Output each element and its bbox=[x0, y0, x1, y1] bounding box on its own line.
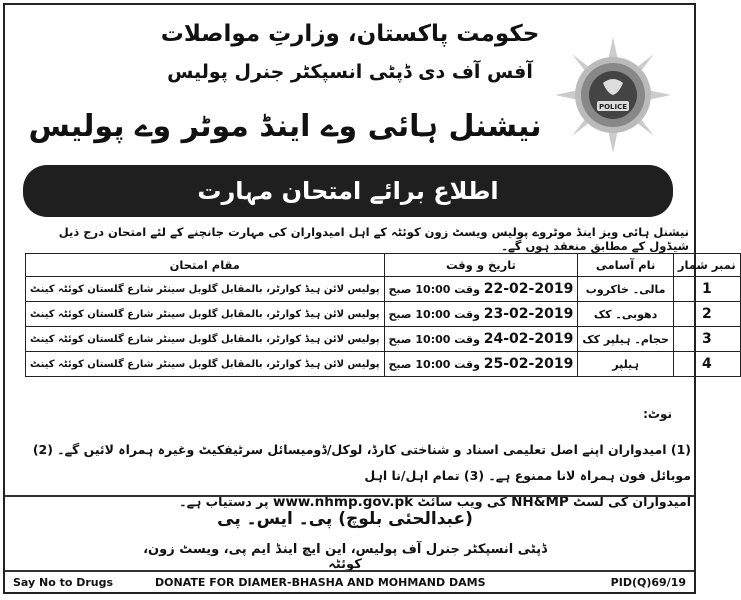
table-row bbox=[26, 277, 741, 302]
signatory-title: ڈپٹی انسپکٹر جنرل آف پولیس، این ایچ اینڈ ایم پی، ویسٹ زون، کوئٹہ bbox=[143, 542, 547, 572]
police-badge-logo bbox=[553, 35, 673, 155]
date-value: 22-02-2019 bbox=[483, 281, 574, 297]
organization-title: نیشنل ہائی وے اینڈ موٹر وے پولیس bbox=[28, 109, 542, 144]
datetime-cell bbox=[384, 352, 578, 377]
venue-cell: پولیس لائن ہیڈ کوارٹر، بالمقابل گلوبل سینٹر شارع گلستان کوئٹہ کینٹ bbox=[26, 327, 385, 352]
post-cell: ہیلپر bbox=[578, 352, 674, 377]
signatory-name: (عبدالحئی بلوچ) پی۔ ایس۔ پی bbox=[217, 509, 473, 529]
footer-bar bbox=[5, 570, 694, 592]
date-value: 23-02-2019 bbox=[483, 306, 574, 322]
website-link[interactable]: www.nhmp.gov.pk bbox=[272, 494, 414, 510]
post-cell: مالی۔ خاکروب bbox=[578, 277, 674, 302]
notes-line-2-pre: امیدواران کی لسٹ bbox=[573, 494, 691, 509]
venue-cell: پولیس لائن ہیڈ کوارٹر، بالمقابل گلوبل سینٹر شارع گلستان کوئٹہ کینٹ bbox=[26, 277, 385, 302]
serial-cell: 4 bbox=[673, 352, 740, 377]
table-header-row bbox=[26, 254, 741, 277]
col-datetime-header: تاریخ و وقت bbox=[384, 254, 578, 277]
office-heading: آفس آف دی ڈپٹی انسپکٹر جنرل پولیس bbox=[167, 61, 533, 83]
serial-cell: 2 bbox=[673, 302, 740, 327]
time-value: وقت 10:00 صبح bbox=[388, 333, 480, 346]
post-cell: دھوبی۔ کک bbox=[578, 302, 674, 327]
datetime-cell bbox=[384, 277, 578, 302]
venue-cell: پولیس لائن ہیڈ کوارٹر، بالمقابل گلوبل سینٹر شارع گلستان کوئٹہ کینٹ bbox=[26, 352, 385, 377]
footer-pid: PID(Q)69/19 bbox=[610, 576, 686, 589]
notes-label: نوٹ: bbox=[643, 407, 672, 421]
exam-schedule-table bbox=[25, 253, 741, 377]
divider bbox=[5, 495, 694, 497]
col-venue-header: مقام امتحان bbox=[26, 254, 385, 277]
date-value: 24-02-2019 bbox=[483, 331, 574, 347]
datetime-cell bbox=[384, 302, 578, 327]
footer-donate: DONATE FOR DIAMER-BHASHA AND MOHMAND DAMS bbox=[155, 576, 486, 589]
time-value: وقت 10:00 صبح bbox=[388, 283, 480, 296]
col-serial-header: نمبر شمار bbox=[673, 254, 740, 277]
datetime-cell bbox=[384, 327, 578, 352]
serial-cell: 3 bbox=[673, 327, 740, 352]
banner-title: اطلاع برائے امتحان مہارت bbox=[23, 165, 673, 217]
venue-cell: پولیس لائن ہیڈ کوارٹر، بالمقابل گلوبل سینٹر شارع گلستان کوئٹہ کینٹ bbox=[26, 302, 385, 327]
time-value: وقت 10:00 صبح bbox=[388, 308, 480, 321]
brand-name: NH&MP bbox=[511, 494, 569, 510]
col-post-header: نام آسامی bbox=[578, 254, 674, 277]
date-value: 25-02-2019 bbox=[483, 356, 574, 372]
footer-slogan: Say No to Drugs bbox=[13, 576, 114, 589]
advertisement-page bbox=[3, 3, 736, 594]
table-row bbox=[26, 327, 741, 352]
notes-line-1: (1) امیدواران اپنے اصل تعلیمی اسناد و شناختی کارڈ، لوکل/ڈومیسائل سرٹیفکیٹ وغیرہ ہمراہ لائیں گے۔ (2) موبائل فون ہمراہ لانا ممنوع ہے۔ (3) تمام اہل/نا اہل bbox=[32, 442, 691, 483]
ministry-heading: حکومت پاکستان، وزارتِ مواصلات bbox=[160, 21, 540, 47]
intro-text: نیشنل ہائی ویز اینڈ موٹروے پولیس ویسٹ زون کوئٹہ کے اہل امیدواران کی مہارت جانچنے کے لئے امتحان درج ذیل شیڈول کے مطابق منعقد ہوں گے۔ bbox=[58, 225, 689, 253]
notes-line-2-post: پر دستیاب ہے۔ bbox=[179, 494, 269, 509]
post-cell: حجام۔ ہیلپر کک bbox=[578, 327, 674, 352]
logo-text: POLICE bbox=[598, 103, 628, 111]
table-row bbox=[26, 302, 741, 327]
notes-text bbox=[17, 437, 691, 515]
notes-line-2-mid: کی ویب سائٹ bbox=[417, 494, 507, 509]
serial-cell: 1 bbox=[673, 277, 740, 302]
time-value: وقت 10:00 صبح bbox=[388, 358, 480, 371]
table-row bbox=[26, 352, 741, 377]
